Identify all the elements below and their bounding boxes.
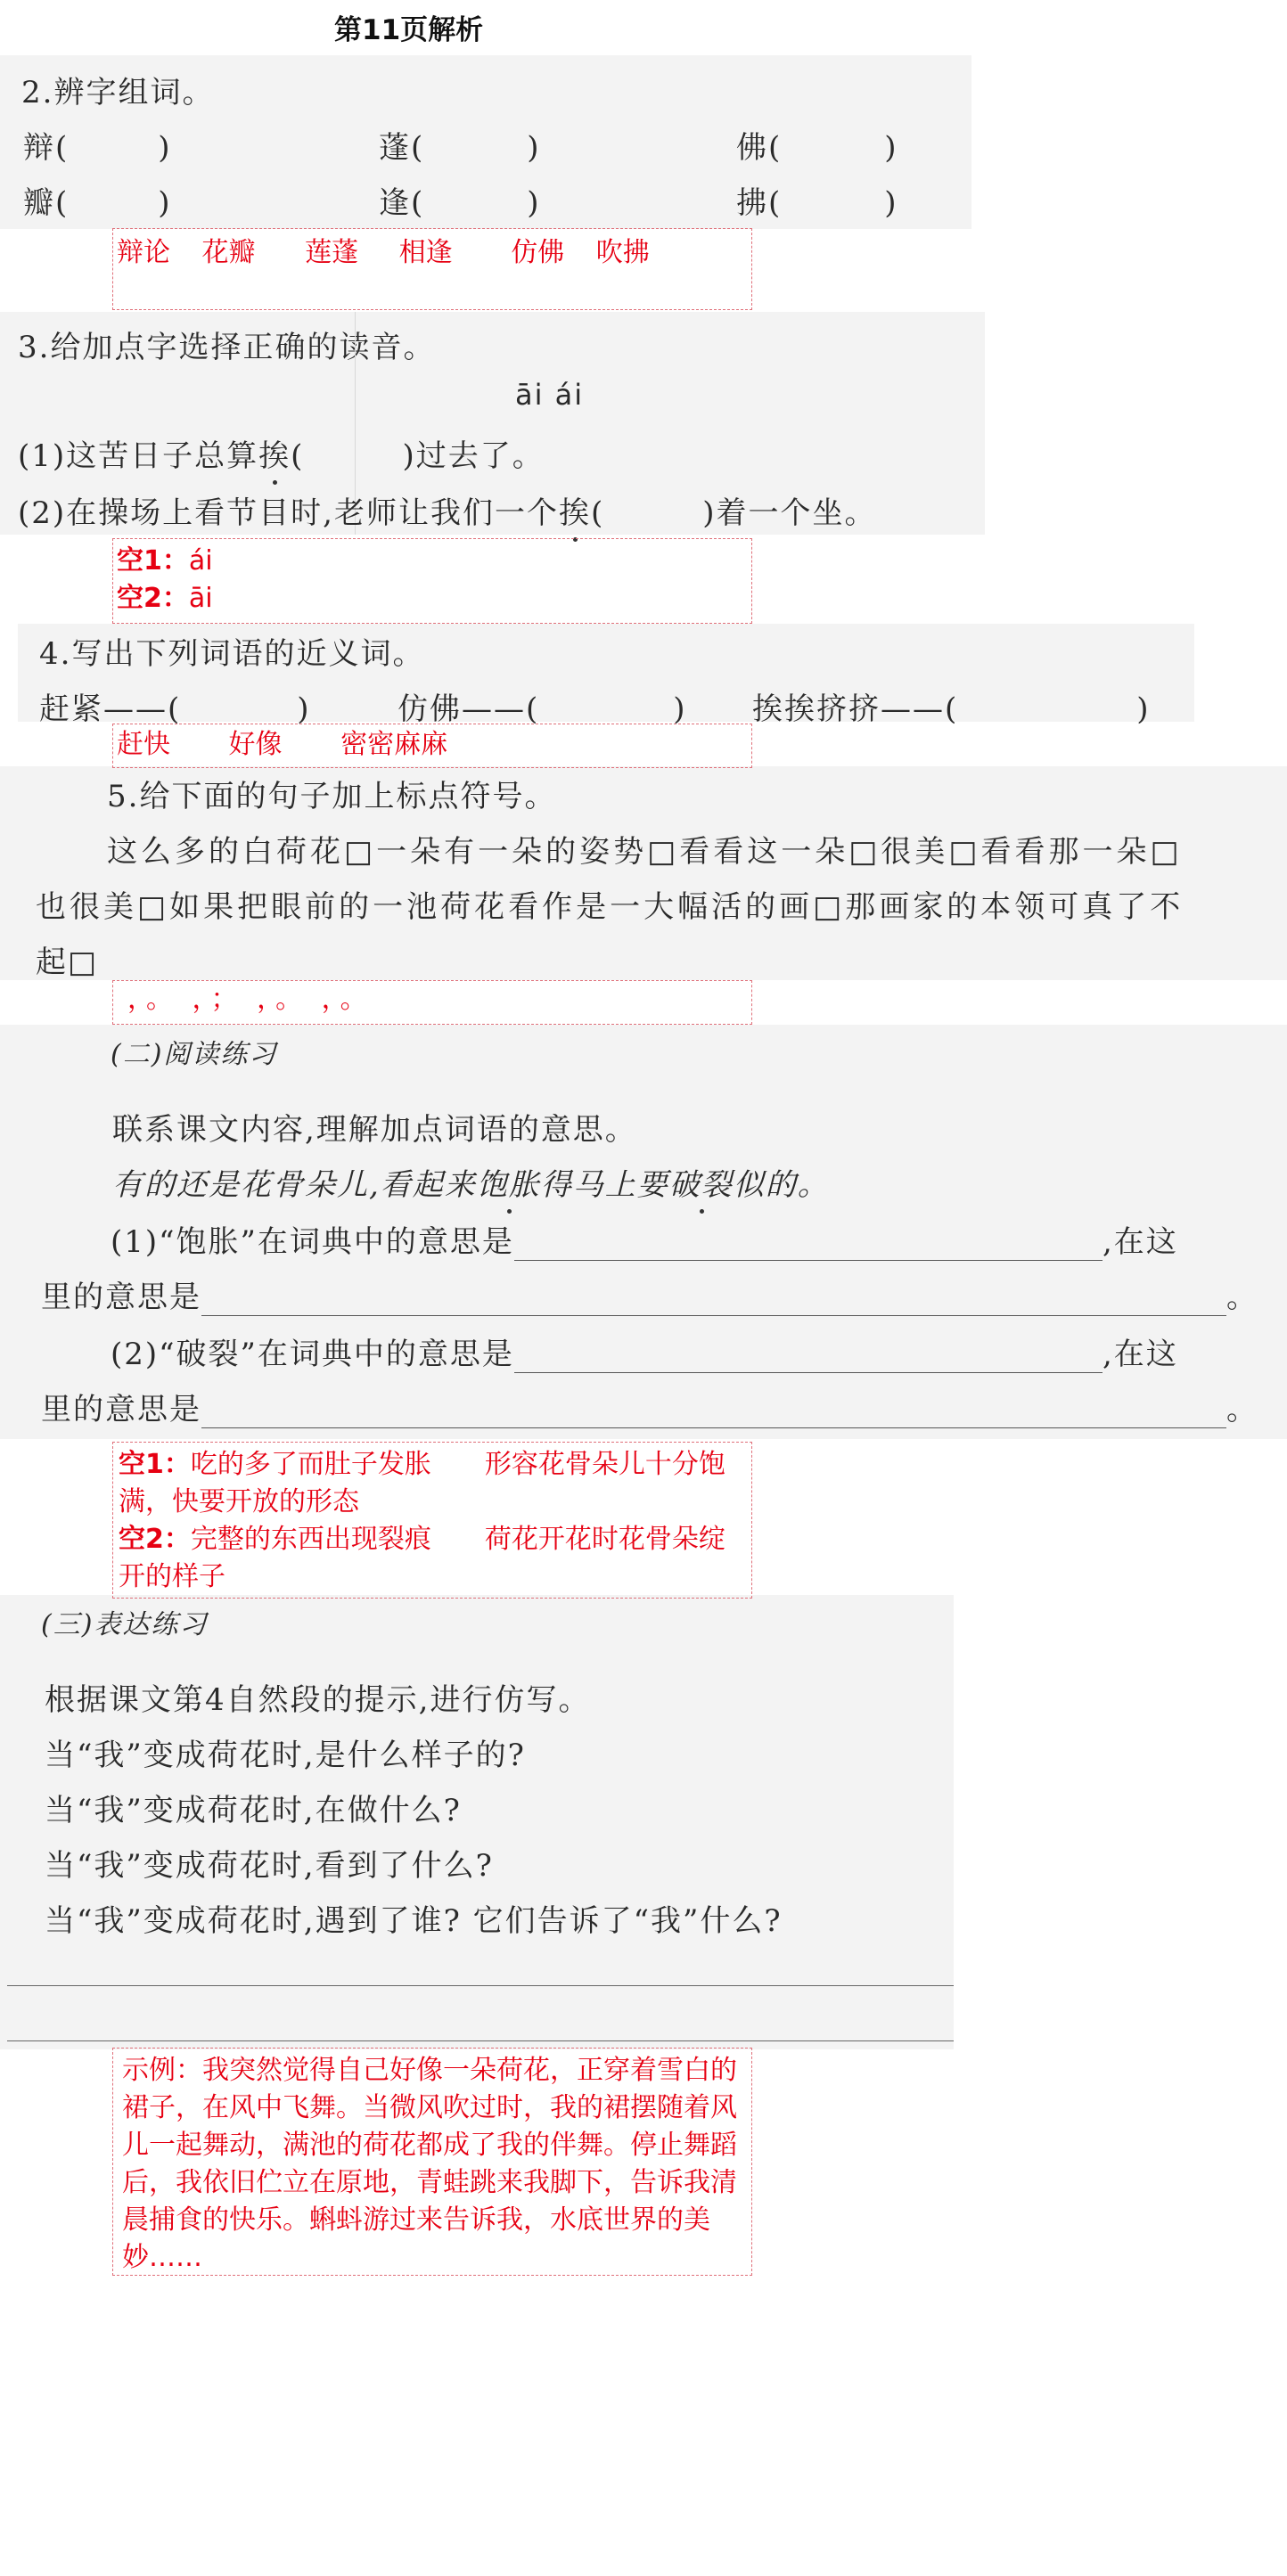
q3-answer-box: 空1：ái 空2：āi: [112, 538, 752, 624]
writing-line-1: [7, 1985, 954, 1986]
q2-row1-item3: 佛( ): [736, 130, 898, 166]
q4-answer-2: 好像: [228, 729, 283, 760]
q3-options: āi ái: [515, 378, 585, 412]
reading-answer-box: 空1：吃的多了而肚子发胀 形容花骨朵儿十分饱满，快要开放的形态 空2：完整的东西出现裂痕 荷花开花时花骨朵绽开的样子: [112, 1442, 752, 1599]
expression-prompt-2: 当“我”变成荷花时,在做什么?: [45, 1793, 462, 1828]
writing-line-2: [7, 2040, 954, 2041]
reading-header: (二)阅读练习: [111, 1039, 278, 1070]
q2-row2-item2: 逢( ): [379, 185, 541, 221]
q2-answer-2: 花瓣: [201, 237, 256, 268]
q3-title: 3.给加点字选择正确的读音。: [18, 330, 436, 365]
q4-word-3: 挨挨挤挤——( ): [752, 691, 1151, 727]
q5-line-1: 这么多的白荷花□一朵有一朵的姿势□看看这一朵□很美□看看那一朵□: [107, 834, 1183, 870]
page-title: 第11页解析: [334, 14, 484, 46]
reading-q2-line2: 里的意思是 。: [41, 1392, 1258, 1427]
q2-answer-1: 辩论: [117, 237, 170, 268]
reading-q2-line1: (2)“破裂”在词典中的意思是 ,在这: [111, 1337, 1178, 1372]
q2-answer-box: [112, 228, 752, 310]
q5-line-2: 也很美□如果把眼前的一池荷花看作是一大幅活的画□那画家的本领可真了不: [36, 889, 1185, 925]
q2-answer-6: 吹拂: [595, 237, 650, 268]
expression-prompt-3: 当“我”变成荷花时,看到了什么?: [45, 1848, 494, 1884]
q4-word-1: 赶紧——( ): [39, 691, 311, 727]
q4-answer-1: 赶快: [117, 729, 170, 760]
q2-row1-item1: 辩( ): [23, 130, 172, 166]
q5-answer-box: ，。 ，； ，。 ，。: [112, 980, 752, 1025]
expression-intro: 根据课文第4自然段的提示,进行仿写。: [45, 1682, 591, 1718]
q2-answer-4: 相逢: [398, 237, 453, 268]
q2-answer-5: 仿佛: [511, 237, 565, 268]
reading-intro: 联系课文内容,理解加点词语的意思。: [112, 1112, 637, 1148]
expression-header: (三)表达练习: [41, 1609, 209, 1640]
q2-row2-item1: 瓣( ): [23, 185, 172, 221]
q2-title: 2.辨字组词。: [21, 75, 215, 110]
expression-prompt-4: 当“我”变成荷花时,遇到了谁? 它们告诉了“我”什么?: [45, 1903, 783, 1939]
q2-answer-3: 莲蓬: [305, 237, 359, 268]
q3-sentence-1: (1)这苦日子总算挨( )过去了。: [18, 438, 545, 474]
q5-title: 5.给下面的句子加上标点符号。: [107, 779, 557, 814]
reading-q1-line1: (1)“饱胀”在词典中的意思是 ,在这: [111, 1224, 1178, 1260]
q4-answer-box: [112, 724, 752, 768]
q2-row1-item2: 蓬( ): [379, 130, 541, 166]
q4-word-2: 仿佛——( ): [398, 691, 687, 727]
expression-prompt-1: 当“我”变成荷花时,是什么样子的?: [45, 1738, 526, 1773]
q4-title: 4.写出下列词语的近义词。: [39, 636, 425, 672]
q3-sentence-2: (2)在操场上看节目时,老师让我们一个挨( )着一个坐。: [18, 495, 877, 531]
reading-q1-line2: 里的意思是 。: [41, 1280, 1258, 1315]
expression-answer-box: 示例：我突然觉得自己好像一朵荷花，正穿着雪白的裙子，在风中飞舞。当微风吹过时，我的裙摆随着风儿一起舞动，满池的荷花都成了我的伴舞。停止舞蹈后，我依旧伫立在原地，青蛙跳来我脚下，告诉我清晨捕食的快乐。蝌蚪游过来告诉我，水底世界的美妙……: [112, 2048, 752, 2276]
q5-line-3: 起□: [36, 945, 99, 980]
q4-answer-3: 密密麻麻: [340, 729, 448, 760]
reading-sentence: 有的还是花骨朵儿,看起来饱胀得马上要破裂似的。: [112, 1167, 830, 1203]
q2-row2-item3: 拂( ): [736, 185, 898, 221]
